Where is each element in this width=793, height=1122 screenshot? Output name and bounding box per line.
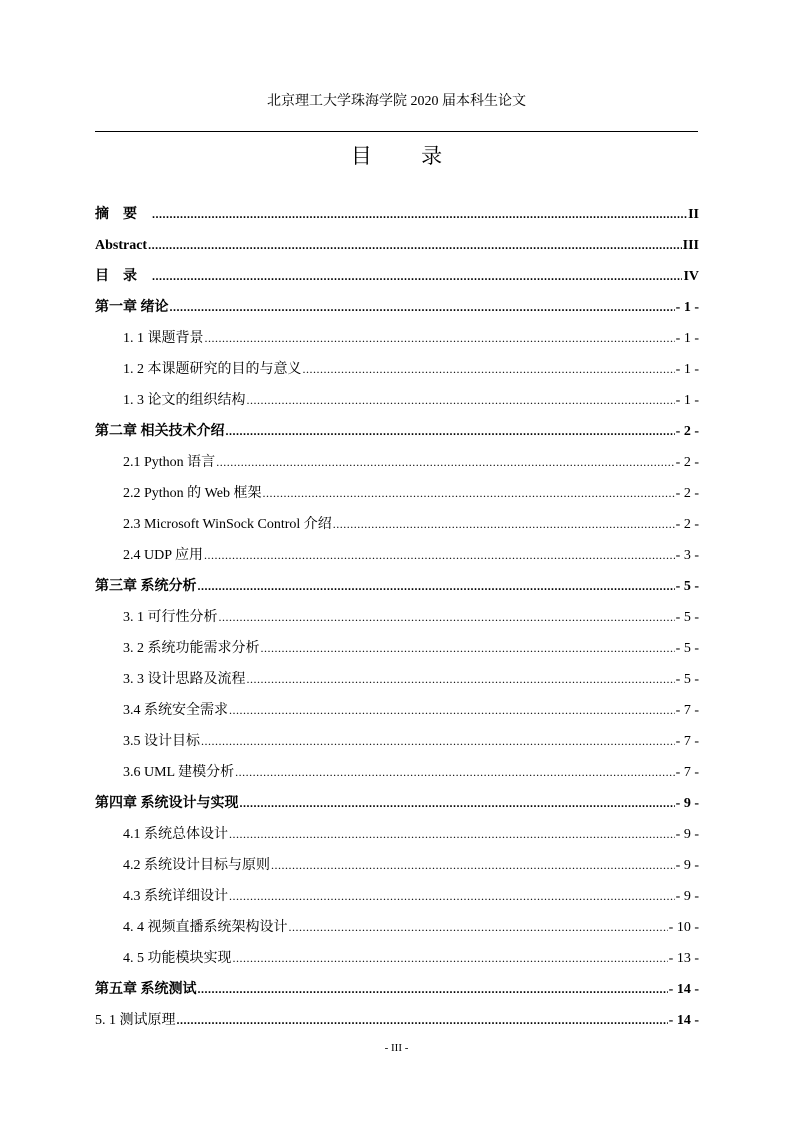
toc-leader-dots <box>148 230 682 261</box>
toc-entry[interactable] <box>95 757 699 788</box>
toc-leader-dots <box>226 416 675 447</box>
toc-entry[interactable] <box>95 261 699 292</box>
toc-entry[interactable] <box>95 199 699 230</box>
toc-entry-page: - 13 - <box>668 951 699 966</box>
toc-entry-page: - 5 - <box>675 672 699 687</box>
toc-leader-dots <box>152 261 682 292</box>
toc-entry-label: 摘要 <box>95 207 151 222</box>
toc-entry[interactable] <box>95 509 699 540</box>
toc-entry[interactable] <box>95 447 699 478</box>
toc-entry-label: Abstract <box>95 238 148 253</box>
toc-entry-label: 1. 1 课题背景 <box>123 331 204 346</box>
toc-entry[interactable] <box>95 292 699 323</box>
toc-leader-dots <box>229 819 675 850</box>
toc-leader-dots <box>216 447 674 478</box>
toc-leader-dots <box>247 385 675 416</box>
toc-entry-label: 3.5 设计目标 <box>123 734 200 749</box>
toc-entry-page: - 5 - <box>675 610 699 625</box>
toc-leader-dots <box>204 540 675 571</box>
toc-entry-page: - 14 - <box>668 1013 699 1028</box>
toc-entry-label: 2.2 Python 的 Web 框架 <box>123 486 262 501</box>
toc-entry-page: - 1 - <box>675 331 699 346</box>
toc-leader-dots <box>262 478 674 509</box>
toc-entry[interactable] <box>95 602 699 633</box>
toc-entry-label: 4.1 系统总体设计 <box>123 827 228 842</box>
toc-entry[interactable] <box>95 695 699 726</box>
toc-entry-label: 第二章 相关技术介绍 <box>95 424 225 439</box>
toc-entry-page: - 9 - <box>675 858 699 873</box>
toc-entry-page: - 1 - <box>675 393 699 408</box>
toc-entry[interactable] <box>95 850 699 881</box>
toc-leader-dots <box>333 509 675 540</box>
toc-entry-page: - 9 - <box>675 796 699 811</box>
toc-entry-page: II <box>688 207 699 222</box>
toc-entry[interactable] <box>95 571 699 602</box>
toc-leader-dots <box>229 881 675 912</box>
toc-entry-label: 第三章 系统分析 <box>95 579 197 594</box>
toc-title: 目 录 <box>350 144 465 168</box>
toc-entry[interactable] <box>95 881 699 912</box>
toc-leader-dots <box>205 323 675 354</box>
toc-entry[interactable] <box>95 230 699 261</box>
toc-entry-page: III <box>682 238 699 253</box>
toc-leader-dots <box>303 354 675 385</box>
toc-entry-page: - 9 - <box>675 889 699 904</box>
toc-leader-dots <box>198 571 675 602</box>
toc-entry-label: 3.4 系统安全需求 <box>123 703 228 718</box>
toc-entry-page: - 1 - <box>675 362 699 377</box>
toc-entry-label: 3. 1 可行性分析 <box>123 610 218 625</box>
toc-entry[interactable] <box>95 943 699 974</box>
toc-entry-page: - 14 - <box>668 982 699 997</box>
toc-leader-dots <box>233 943 668 974</box>
toc-leader-dots <box>247 664 675 695</box>
toc-entry[interactable] <box>95 416 699 447</box>
toc-leader-dots <box>219 602 675 633</box>
toc-leader-dots <box>271 850 675 881</box>
toc-entry-page: IV <box>683 269 699 284</box>
toc-entry[interactable] <box>95 1005 699 1036</box>
toc-entry[interactable] <box>95 819 699 850</box>
toc-entry-label: 1. 3 论文的组织结构 <box>123 393 246 408</box>
toc-leader-dots <box>177 1005 668 1036</box>
toc-entry[interactable] <box>95 478 699 509</box>
toc-entry[interactable] <box>95 912 699 943</box>
page-number: - III - <box>384 1042 409 1054</box>
toc-leader-dots <box>240 788 675 819</box>
toc-leader-dots <box>235 757 675 788</box>
toc-leader-dots <box>201 726 675 757</box>
toc-entry-label: 3. 3 设计思路及流程 <box>123 672 246 687</box>
toc-entry[interactable] <box>95 633 699 664</box>
toc-entry-label: 目录 <box>95 269 151 284</box>
toc-leader-dots <box>289 912 668 943</box>
running-header: 北京理工大学珠海学院 2020 届本科生论文 <box>267 94 526 109</box>
toc-entry-page: - 1 - <box>675 300 699 315</box>
toc-entry[interactable] <box>95 385 699 416</box>
toc-entry-label: 2.4 UDP 应用 <box>123 548 203 563</box>
toc-entry-label: 3. 2 系统功能需求分析 <box>123 641 260 656</box>
toc-entry[interactable] <box>95 788 699 819</box>
toc-entry[interactable] <box>95 323 699 354</box>
toc-entry-page: - 9 - <box>675 827 699 842</box>
toc-entry-label: 4.2 系统设计目标与原则 <box>123 858 270 873</box>
toc-leader-dots <box>170 292 675 323</box>
toc-entry-label: 第一章 绪论 <box>95 300 169 315</box>
toc-leader-dots <box>198 974 668 1005</box>
toc-entry[interactable] <box>95 540 699 571</box>
toc-entry-page: - 2 - <box>675 424 699 439</box>
toc-entry-label: 4. 5 功能模块实现 <box>123 951 232 966</box>
toc-entry-page: - 5 - <box>675 579 699 594</box>
header-divider <box>95 131 698 132</box>
table-of-contents <box>95 199 699 1036</box>
toc-leader-dots <box>229 695 675 726</box>
toc-entry-label: 5. 1 测试原理 <box>95 1013 176 1028</box>
toc-entry-label: 3.6 UML 建模分析 <box>123 765 235 780</box>
toc-entry[interactable] <box>95 974 699 1005</box>
toc-entry-label: 第五章 系统测试 <box>95 982 197 997</box>
toc-entry-page: - 3 - <box>675 548 699 563</box>
toc-entry-page: - 2 - <box>675 486 699 501</box>
toc-entry-page: - 7 - <box>675 765 699 780</box>
toc-entry[interactable] <box>95 354 699 385</box>
toc-entry-page: - 5 - <box>675 641 699 656</box>
toc-entry-label: 4. 4 视频直播系统架构设计 <box>123 920 288 935</box>
toc-leader-dots <box>261 633 675 664</box>
toc-entry-label: 4.3 系统详细设计 <box>123 889 228 904</box>
toc-leader-dots <box>152 199 687 230</box>
toc-entry-page: - 7 - <box>675 703 699 718</box>
toc-entry[interactable] <box>95 726 699 757</box>
toc-entry-page: - 2 - <box>675 517 699 532</box>
toc-entry[interactable] <box>95 664 699 695</box>
toc-entry-page: - 2 - <box>675 455 699 470</box>
toc-entry-label: 2.3 Microsoft WinSock Control 介绍 <box>123 517 332 532</box>
toc-entry-label: 第四章 系统设计与实现 <box>95 796 239 811</box>
toc-entry-page: - 10 - <box>668 920 699 935</box>
toc-entry-label: 1. 2 本课题研究的目的与意义 <box>123 362 302 377</box>
toc-entry-label: 2.1 Python 语言 <box>123 455 216 470</box>
toc-entry-page: - 7 - <box>675 734 699 749</box>
